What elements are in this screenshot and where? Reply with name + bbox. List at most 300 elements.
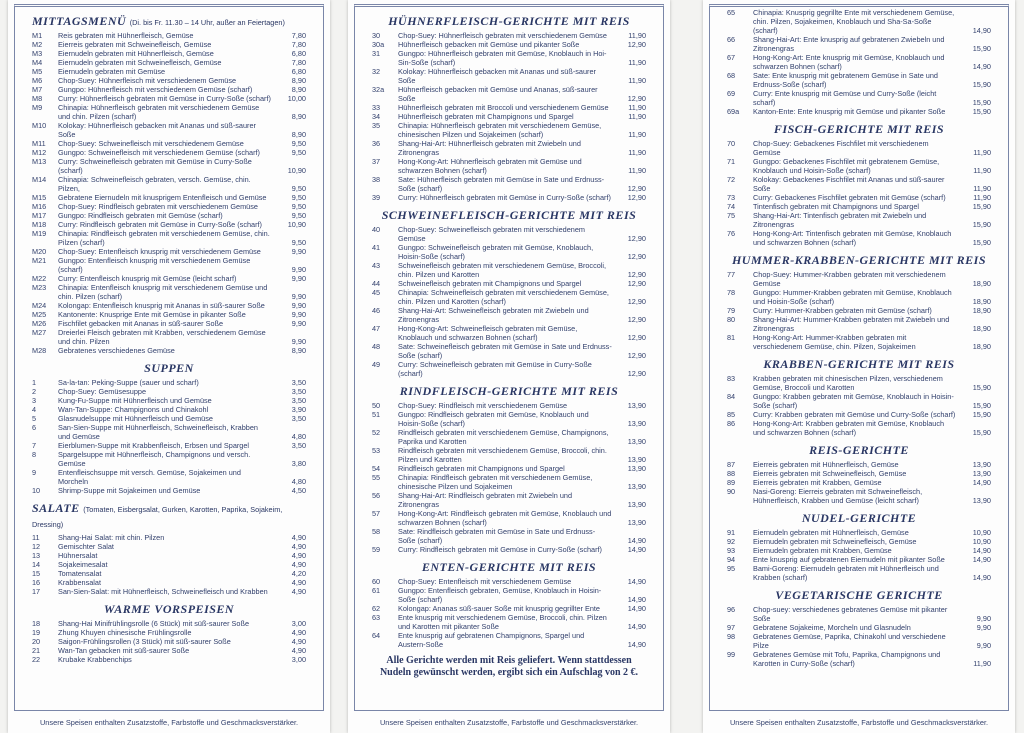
section-subtitle: (Tomaten, Eisbergsalat, Gurken, Karotten, Paprika, Sojakeim, Dressing) (32, 505, 283, 529)
item-description: Curry: Hummer-Krabben gebraten mit Gemüse (scharf) (753, 306, 932, 315)
item-description: Gebratenes Gemüse, Paprika, Chinakohl und verschiedene Pilze (753, 632, 946, 650)
item-number: 56 (372, 491, 381, 500)
item-description: Wan-Tan gebacken mit süß-saurer Soße (58, 646, 190, 655)
menu-item (32, 247, 306, 256)
item-price: 13,90 (627, 419, 646, 428)
item-price: 13,90 (627, 464, 646, 473)
item-price: 8,90 (291, 130, 306, 139)
item-price: 9,50 (291, 202, 306, 211)
item-description: Eiernudeln gebraten mit Hühnerfleisch, Gemüse (58, 49, 214, 58)
item-number: 5 (32, 414, 37, 423)
item-number: 10 (32, 486, 41, 495)
item-number: 70 (727, 139, 736, 148)
item-number: 8 (32, 450, 37, 459)
section-title (727, 357, 991, 372)
menu-item (372, 225, 646, 243)
item-price: 15,90 (972, 401, 991, 410)
menu-item (727, 392, 991, 410)
section-title (372, 14, 646, 29)
item-price: 12,90 (627, 297, 646, 306)
menu-item (32, 628, 306, 637)
item-number: 55 (372, 473, 381, 482)
item-description: San-Sien-Suppe mit Hühnerfleisch, Schweinefleisch, Krabben und Gemüse (58, 423, 258, 441)
menu-item (372, 243, 646, 261)
item-number: 97 (727, 623, 736, 632)
footer-note: Unsere Speisen enthalten Zusatzstoffe, Farbstoffe und Geschmacksverstärker. (348, 718, 670, 727)
item-description: Nasi-Goreng: Eierreis gebraten mit Schweinefleisch, Hühnerfleisch, Krabben und Gemüse (leicht scharf) (753, 487, 923, 505)
section-title (727, 588, 991, 603)
item-number: 46 (372, 306, 381, 315)
menu-item (32, 103, 306, 121)
item-price: 14,90 (627, 545, 646, 554)
item-description: Zhung Khuyen chinesische Frühlingsrolle (58, 628, 192, 637)
item-price: 3,00 (291, 619, 306, 628)
item-description: Eierreis gebraten mit Krabben, Gemüse (753, 478, 882, 487)
item-description: Chinapia: Schweinefleisch gebraten, versch. Gemüse, chin. Pilzen, (58, 175, 251, 193)
item-price: 9,90 (291, 265, 306, 274)
item-price: 9,90 (291, 247, 306, 256)
menu-panel-left (8, 0, 330, 733)
item-price: 4,20 (291, 569, 306, 578)
item-number: 3 (32, 396, 37, 405)
item-price: 12,90 (627, 234, 646, 243)
menu-item (372, 49, 646, 67)
item-price: 15,90 (972, 80, 991, 89)
section-title-text: SUPPEN (144, 361, 194, 375)
menu-item (727, 315, 991, 333)
item-number: 2 (32, 387, 37, 396)
item-price: 3,50 (291, 396, 306, 405)
menu-item (372, 103, 646, 112)
item-description: Hühnerfleisch gebacken mit Gemüse und pikanter Soße (398, 40, 580, 49)
item-number: 1 (32, 378, 37, 387)
section-title (32, 501, 306, 531)
menu-item (727, 460, 991, 469)
item-description: Shang-Hai-Art: Ente knusprig auf gebratenen Zwiebeln und Zitronengras (753, 35, 945, 53)
section-title-text: MITTAGSMENÜ (32, 14, 127, 28)
item-price: 9,90 (976, 641, 991, 650)
item-price: 9,50 (291, 238, 306, 247)
item-number: 34 (372, 112, 381, 121)
item-number: 37 (372, 157, 381, 166)
item-description: Hong-Kong-Art: Ente knusprig mit Gemüse, Knoblauch und schwarzen Bohnen (scharf) (753, 53, 945, 71)
item-price: 7,80 (291, 31, 306, 40)
item-price: 9,90 (976, 614, 991, 623)
item-number: 99 (727, 650, 736, 659)
item-description: Chinapia: Hühnerfleisch gebraten mit verschiedenem Gemüse und chin. Pilzen (scharf) (58, 103, 260, 121)
section-title-text: FISCH-GERICHTE MIT REIS (773, 122, 945, 136)
item-number: M10 (32, 121, 47, 130)
item-number: M25 (32, 310, 47, 319)
item-number: 83 (727, 374, 736, 383)
item-price: 14,90 (972, 555, 991, 564)
item-price: 12,90 (627, 369, 646, 378)
item-price: 12,90 (627, 94, 646, 103)
item-description: Eierreis gebraten mit Schweinefleisch, Gemüse (753, 469, 907, 478)
menu-item (372, 401, 646, 410)
item-description: Dreierlei Fleisch gebraten mit Krabben, verschiedenem Gemüse und chin. Pilzen (58, 328, 266, 346)
item-price: 13,90 (627, 437, 646, 446)
item-price: 13,90 (627, 455, 646, 464)
menu-item (372, 193, 646, 202)
item-description: San-Sien-Salat: mit Hühnerfleisch, Schweinefleisch und Krabben (58, 587, 268, 596)
item-description: Wan-Tan-Suppe: Champignons und Chinakohl (58, 405, 209, 414)
menu-item (727, 53, 991, 71)
menu-item (32, 486, 306, 495)
menu-item (727, 211, 991, 229)
item-price: 13,90 (972, 496, 991, 505)
item-number: 32 (372, 67, 381, 76)
item-number: M21 (32, 256, 47, 265)
item-number: 93 (727, 546, 736, 555)
item-price: 8,90 (291, 76, 306, 85)
section-title-text: ENTEN-GERICHTE MIT REIS (421, 560, 597, 574)
item-number: 76 (727, 229, 736, 238)
menu-item (727, 229, 991, 247)
item-description: Eierblumen-Suppe mit Krabbenfleisch, Erbsen und Spargel (58, 441, 250, 450)
menu-item (32, 569, 306, 578)
item-description: Chop-Suey: Schweinefleisch mit verschiedenem Gemüse (58, 139, 244, 148)
item-price: 14,90 (627, 640, 646, 649)
menu-item (32, 619, 306, 628)
menu-item (32, 157, 306, 175)
item-number: 17 (32, 587, 41, 596)
menu-item (727, 410, 991, 419)
item-number: 63 (372, 613, 381, 622)
item-description: Hühnerfleisch gebraten mit Champignons und Spargel (398, 112, 574, 121)
item-description: Sate: Rindfleisch gebraten mit Gemüse in Sate und Erdnuss-Soße (scharf) (398, 527, 596, 545)
item-price: 12,90 (627, 315, 646, 324)
section-title-text: RINDFLEISCH-GERICHTE MIT REIS (399, 384, 619, 398)
item-price: 4,90 (291, 646, 306, 655)
item-number: M17 (32, 211, 47, 220)
menu-item (727, 564, 991, 582)
item-price: 9,90 (291, 337, 306, 346)
item-number: 41 (372, 243, 381, 252)
item-price: 3,50 (291, 378, 306, 387)
item-number: M8 (32, 94, 43, 103)
menu-item (32, 202, 306, 211)
item-price: 11,90 (628, 130, 646, 139)
menu-item (32, 578, 306, 587)
menu-item (727, 35, 991, 53)
item-number: M1 (32, 31, 43, 40)
item-number: M23 (32, 283, 47, 292)
item-description: Chinapia: Entenfleisch knusprig mit verschiedenem Gemüse und chin. Pilzen (scharf) (58, 283, 268, 301)
item-number: 22 (32, 655, 41, 664)
item-price: 12,90 (627, 270, 646, 279)
item-description: Chop-Suey: Hühnerfleisch mit verschiedenem Gemüse (58, 76, 237, 85)
item-number: 86 (727, 419, 736, 428)
item-number: 65 (727, 8, 736, 17)
item-description: Chop-Suey: Entenfleisch knusprig mit verschiedenem Gemüse (58, 247, 261, 256)
item-price: 15,90 (972, 107, 991, 116)
item-number: 31 (372, 49, 381, 58)
item-price: 4,90 (291, 587, 306, 596)
item-number: 36 (372, 139, 381, 148)
item-price: 11,90 (628, 112, 646, 121)
item-number: 67 (727, 53, 736, 62)
menu-item (32, 256, 306, 274)
item-number: M5 (32, 67, 43, 76)
item-number: M24 (32, 301, 47, 310)
footer-note: Unsere Speisen enthalten Zusatzstoffe, Farbstoffe und Geschmacksverstärker. (703, 718, 1015, 727)
menu-item (372, 631, 646, 649)
section-title (32, 361, 306, 376)
item-price: 4,90 (291, 628, 306, 637)
menu-item (727, 8, 991, 35)
menu-item (372, 428, 646, 446)
item-price: 14,90 (627, 577, 646, 586)
item-number: 33 (372, 103, 381, 112)
item-price: 3,50 (291, 387, 306, 396)
item-description: Schweinefleisch gebraten mit verschiedenem Gemüse, Broccoli, chin. Pilzen und Karotten (398, 261, 607, 279)
item-description: Sate: Hühnerfleisch gebraten mit Gemüse in Sate und Erdnuss-Soße (scharf) (398, 175, 605, 193)
item-description: Hong-Kong-Art: Tintenfisch gebraten mit Gemüse, Knoblauch und schwarzen Bohnen (scharf) (753, 229, 952, 247)
item-description: Gungpo: Hummer-Krabben gebraten mit Gemüse, Knoblauch und Hoisin-Soße (scharf) (753, 288, 952, 306)
item-number: 59 (372, 545, 381, 554)
item-price: 12,90 (627, 184, 646, 193)
menu-item (32, 423, 306, 441)
menu-item (372, 360, 646, 378)
menu-item (372, 261, 646, 279)
menu-item (372, 342, 646, 360)
item-price: 4,50 (291, 486, 306, 495)
item-price: 15,90 (972, 383, 991, 392)
item-price: 9,90 (291, 319, 306, 328)
item-price: 11,90 (628, 76, 646, 85)
item-number: 62 (372, 604, 381, 613)
menu-item (32, 301, 306, 310)
item-description: Eiernudeln gebraten mit Gemüse (58, 67, 166, 76)
item-description: Sate: Schweinefleisch gebraten mit Gemüse in Sate und Erdnuss-Soße (scharf) (398, 342, 612, 360)
menu-item (372, 545, 646, 554)
item-description: Kolokay: Hühnerfleisch gebacken mit Ananas und süß-saurer Soße (58, 121, 256, 139)
item-description: Chop-Suey: Hühnerfleisch gebraten mit verschiedenem Gemüse (398, 31, 607, 40)
panel-content (358, 6, 660, 679)
item-description: Gungpo: Schweinefleisch mit verschiedenem Gemüse (scharf) (58, 148, 260, 157)
item-price: 10,90 (287, 220, 306, 229)
item-number: 6 (32, 423, 37, 432)
item-number: 61 (372, 586, 381, 595)
menu-item (372, 577, 646, 586)
item-description: Krabbensalat (58, 578, 102, 587)
item-number: M2 (32, 40, 43, 49)
item-description: Gungpo: Rindfleisch gebraten mit Gemüse, Knoblauch und Hoisin-Soße (scharf) (398, 410, 589, 428)
item-price: 9,50 (291, 184, 306, 193)
menu-item (32, 121, 306, 139)
item-description: Eiernudeln gebraten mit Schweinefleisch, Gemüse (753, 537, 917, 546)
menu-item (372, 464, 646, 473)
item-number: M12 (32, 148, 47, 157)
menu-item (32, 85, 306, 94)
item-description: Hühnerfleisch gebraten mit Broccoli und verschiedenem Gemüse (398, 103, 609, 112)
menu-item (372, 67, 646, 85)
menu-item (32, 646, 306, 655)
item-description: Shang-Hai-Art: Rindfleisch gebraten mit Zwiebeln und Zitronengras (398, 491, 572, 509)
item-description: Shang-Hai-Art: Schweinefleisch gebraten mit Zwiebeln und Zitronengras (398, 306, 589, 324)
item-price: 11,90 (628, 58, 646, 67)
footer-note: Unsere Speisen enthalten Zusatzstoffe, Farbstoffe und Geschmacksverstärker. (8, 718, 330, 727)
item-description: Hong-Kong-Art: Krabben gebraten mit Gemüse, Knoblauch und schwarzen Bohnen (scharf) (753, 419, 945, 437)
menu-item (727, 632, 991, 650)
menu-item (372, 446, 646, 464)
item-number: 47 (372, 324, 381, 333)
item-price: 10,90 (287, 166, 306, 175)
item-number: 39 (372, 193, 381, 202)
item-number: 84 (727, 392, 736, 401)
menu-item (32, 560, 306, 569)
item-price: 7,80 (291, 58, 306, 67)
item-description: Curry: Krabben gebraten mit Gemüse und Curry-Soße (scharf) (753, 410, 956, 419)
menu-item (727, 107, 991, 116)
item-number: 64 (372, 631, 381, 640)
item-price: 18,90 (972, 306, 991, 315)
section-title (32, 602, 306, 617)
item-number: 52 (372, 428, 381, 437)
noodle-surcharge-note: Alle Gerichte werden mit Reis geliefert. Wenn stattdessen Nudeln gewünscht werden, ergibt sich ein Aufschlag von 2 €. (379, 655, 639, 678)
item-description: Gebratene Eiernudeln mit knusprigem Entenfleisch und Gemüse (58, 193, 267, 202)
menu-item (32, 319, 306, 328)
item-description: Hong-Kong-Art: Rindfleisch gebraten mit Gemüse, Knoblauch und schwarzen Bohnen (scharf) (398, 509, 612, 527)
item-price: 13,90 (972, 469, 991, 478)
item-description: Bami-Goreng: Eiernudeln gebraten mit Hühnerfleisch und Krabben (scharf) (753, 564, 939, 582)
item-description: Eiernudeln gebraten mit Krabben, Gemüse (753, 546, 892, 555)
item-description: Kolokay: Hühnerfleisch gebacken mit Ananas und süß-saurer Soße (398, 67, 596, 85)
item-price: 14,90 (972, 26, 991, 35)
item-price: 11,90 (973, 193, 991, 202)
menu-item (727, 478, 991, 487)
section-title (32, 14, 306, 29)
item-price: 10,90 (972, 528, 991, 537)
menu-item (372, 473, 646, 491)
item-number: M20 (32, 247, 47, 256)
item-number: M4 (32, 58, 43, 67)
item-description: Chinapia: Knusprig gegrillte Ente mit verschiedenem Gemüse, chin. Pilzen, Sojakeimen, Knoblauch und Sha-Sa-Soße (scharf) (753, 8, 955, 35)
menu-item (32, 378, 306, 387)
item-number: 11 (32, 533, 40, 542)
menu-item (727, 374, 991, 392)
item-price: 11,90 (628, 166, 646, 175)
menu-item (32, 346, 306, 355)
menu-item (32, 387, 306, 396)
item-price: 14,90 (972, 478, 991, 487)
menu-item (32, 274, 306, 283)
item-description: Shang-Hai-Art: Tintenfisch gebraten mit Zwiebeln und Zitronengras (753, 211, 927, 229)
menu-item (32, 533, 306, 542)
menu-item (32, 76, 306, 85)
item-price: 4,90 (291, 578, 306, 587)
item-description: Curry: Rindfleisch gebraten mit Gemüse in Curry-Soße (scharf) (58, 220, 262, 229)
item-price: 15,90 (972, 98, 991, 107)
item-price: 13,90 (972, 460, 991, 469)
item-description: Sojakeimesalat (58, 560, 108, 569)
item-description: Gungpo: Gebackenes Fischfilet mit gebratenem Gemüse, Knoblauch und Hoisin-Soße (scharf) (753, 157, 940, 175)
item-price: 4,90 (291, 542, 306, 551)
item-number: 74 (727, 202, 736, 211)
item-number: 13 (32, 551, 41, 560)
item-number: 53 (372, 446, 381, 455)
item-price: 15,90 (972, 428, 991, 437)
item-description: Chop-suey: verschiedenes gebratenes Gemüse mit pikanter Soße (753, 605, 948, 623)
item-number: 57 (372, 509, 381, 518)
item-price: 13,90 (627, 482, 646, 491)
item-number: 18 (32, 619, 41, 628)
item-number: M26 (32, 319, 47, 328)
item-number: 15 (32, 569, 41, 578)
item-price: 18,90 (972, 342, 991, 351)
section-title (372, 208, 646, 223)
item-number: 94 (727, 555, 736, 564)
menu-item (372, 306, 646, 324)
item-number: M3 (32, 49, 43, 58)
item-description: Hong-Kong-Art: Schweinefleisch gebraten mit Gemüse, Knoblauch und schwarzen Bohnen (scharf) (398, 324, 578, 342)
item-description: Chop-Suey: Rindfleisch gebraten mit verschiedenem Gemüse (58, 202, 258, 211)
item-description: Curry: Schweinefleisch gebraten mit Gemüse in Curry-Soße (scharf) (58, 157, 252, 175)
menu-item (727, 333, 991, 351)
menu-item (32, 655, 306, 664)
item-description: Gebratenes Gemüse mit Tofu, Paprika, Champignons und Karotten in Curry-Soße (scharf) (753, 650, 941, 668)
item-price: 3,90 (291, 405, 306, 414)
item-description: Sate: Ente knusprig mit gebratenem Gemüse in Sate und Erdnuss-Soße (scharf) (753, 71, 938, 89)
item-price: 8,90 (291, 346, 306, 355)
item-number: M27 (32, 328, 47, 337)
item-description: Gebratenes verschiedenes Gemüse (58, 346, 175, 355)
item-number: 89 (727, 478, 736, 487)
item-number: 49 (372, 360, 381, 369)
item-number: 88 (727, 469, 736, 478)
item-description: Krubake Krabbenchips (58, 655, 132, 664)
item-description: Gungpo: Hühnerfleisch gebraten mit Gemüse, Knoblauch in Hoi-Sin-Soße (scharf) (398, 49, 607, 67)
menu-item (32, 468, 306, 486)
item-number: 14 (32, 560, 41, 569)
section-title (372, 560, 646, 575)
item-description: Shang-Hai Minifrühlingsrolle (6 Stück) mit süß-saurer Soße (58, 619, 250, 628)
item-price: 14,90 (627, 622, 646, 631)
menu-item (727, 157, 991, 175)
item-number: 92 (727, 537, 736, 546)
item-price: 3,80 (291, 459, 306, 468)
item-number: M19 (32, 229, 47, 238)
section-subtitle: (Di. bis Fr. 11.30 – 14 Uhr, außer an Feiertagen) (129, 18, 285, 27)
item-price: 3,50 (291, 441, 306, 450)
item-description: Chop-Suey: Entenfleisch mit verschiedenem Gemüse (398, 577, 572, 586)
item-description: Hong-Kong-Art: Hühnerfleisch gebraten mit Gemüse und schwarzen Bohnen (scharf) (398, 157, 582, 175)
item-price: 18,90 (972, 279, 991, 288)
item-price: 10,00 (287, 94, 306, 103)
menu-item (372, 279, 646, 288)
item-number: 95 (727, 564, 736, 573)
section-title-text: SCHWEINEFLEISCH-GERICHTE MIT REIS (381, 208, 637, 222)
item-number: 58 (372, 527, 381, 536)
menu-item (32, 175, 306, 193)
item-description: Ente knusprig auf gebratenen Eiernudeln mit pikanter Soße (753, 555, 945, 564)
menu-item (372, 139, 646, 157)
item-number: 44 (372, 279, 381, 288)
item-number: 51 (372, 410, 381, 419)
item-description: Chinapia: Hühnerfleisch gebraten mit verschiedenem Gemüse, chinesischen Pilzen und Sojakeimen (scharf) (398, 121, 602, 139)
item-description: Gebratene Sojakeime, Morcheln und Glasnudeln (753, 623, 911, 632)
menu-item (32, 396, 306, 405)
menu-item (32, 49, 306, 58)
item-description: Gungpo: Krabben gebraten mit Gemüse, Knoblauch in Hoisin-Soße (scharf) (753, 392, 954, 410)
item-number: 98 (727, 632, 736, 641)
menu-item (727, 306, 991, 315)
item-price: 15,90 (972, 220, 991, 229)
item-price: 13,90 (627, 401, 646, 410)
item-price: 13,90 (627, 518, 646, 527)
item-price: 8,90 (291, 112, 306, 121)
